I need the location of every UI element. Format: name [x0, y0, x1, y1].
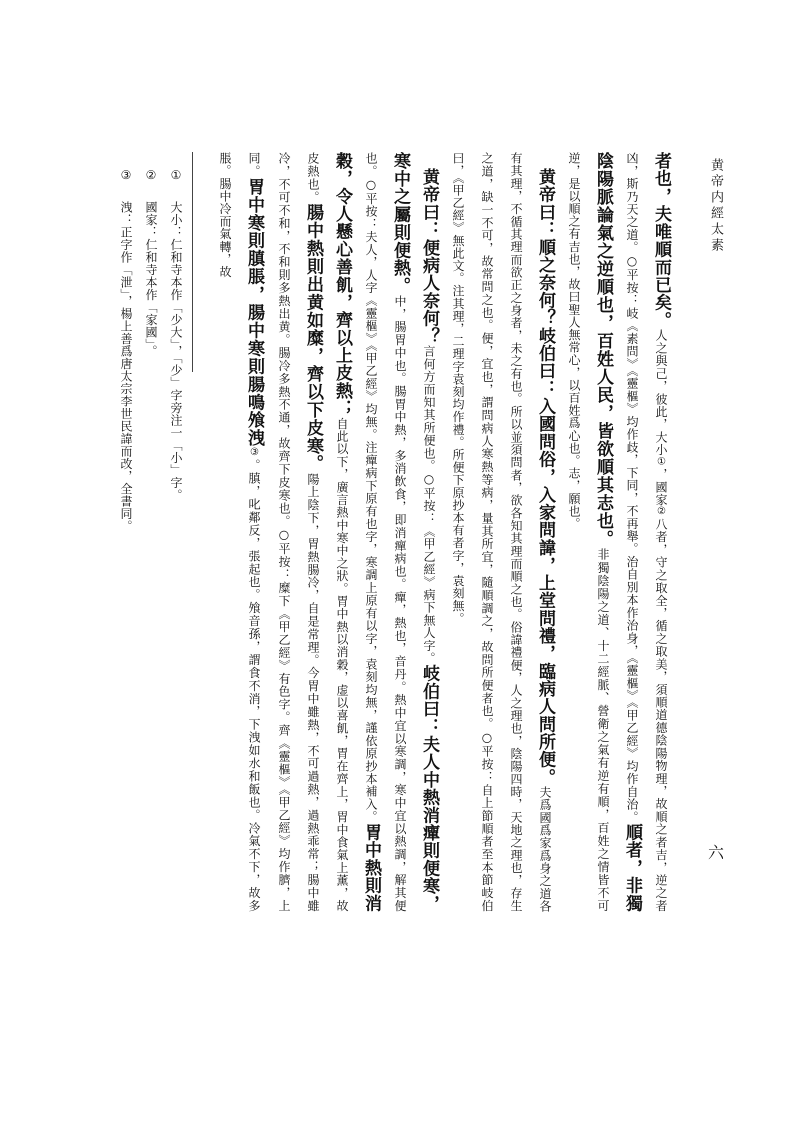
commentary-segment: 非獨陰陽之道、十二經脈、營衛之氣有逆有順，百姓之情皆不可逆，是以順之有吉也，故曰聖人無常心，以百姓爲心也。志，願也。	[567, 152, 610, 912]
commentary-segment: 。䐜，叱鄰反，張起也。飧音孫，謂食不消，下洩如水和飯也。冷氣不下，故多脹。腸中冷而氣轉，故	[218, 152, 261, 912]
main-text-segment: 岐伯曰：夫人中熱消癉則便寒，寒中之屬則便熱。	[390, 152, 439, 912]
footnote-reference: ②	[656, 506, 667, 518]
commentary-segment: 言何方而知其所便也。○平按：《甲乙經》病下無人字。	[422, 344, 436, 665]
footnote-reference: ①	[656, 456, 667, 469]
footnote-reference: ③	[249, 447, 260, 460]
footnote	[163, 168, 188, 908]
footnote	[138, 168, 163, 908]
commentary-segment: 中，腸胃中也。腸胃中熱，多消飲食，即消癉病也。癉，熱也，音丹。熱中宜以寒調，寒中宜以熱調，解其便也。○平按：夫人，人字《靈樞》《甲乙經》均無。注癉病下原有也字，寒調上原有以字，袁刻均無，謹依原抄本補入。	[364, 152, 407, 912]
main-text-segment: 黄帝曰：便病人奈何？	[419, 167, 439, 345]
paragraph	[443, 152, 559, 912]
main-text-segment: 順者，非獨陰陽脈論氣之逆順也，百姓人民，皆欲順其志也。	[593, 152, 642, 912]
footnote-number: ①	[169, 168, 183, 183]
commentary-segment: 陽上陰下，胃熱腸冷，自是常理。今胃中雖熱，不可過熱，過熱乖常；腸中雖冷，不可不和，不和則多熱出黄。腸冷多熱不通，故齊下皮寒也。○平按：糜下《甲乙經》有色字。齊《靈樞》《甲乙經》均作臍，上同。	[247, 152, 320, 912]
footnotes	[112, 168, 188, 908]
main-text-segment: 胃中寒則䐜脹，腸中寒則腸鳴飧洩	[244, 177, 264, 448]
footnote-number: ③	[119, 168, 133, 183]
footnote-text: 大小：仁和寺本作「少大」，「少」字旁注一「小」字。	[169, 201, 183, 502]
main-text	[206, 152, 676, 912]
main-text-segment: 者也，夫唯順而已矣。	[651, 152, 671, 330]
paragraph	[559, 152, 676, 912]
main-text-segment: 黄帝曰：順之奈何？岐伯曰：入國問俗，入家問諱，上堂問禮，臨病人問所便。	[535, 167, 555, 786]
commentary-segment: ，國家	[654, 468, 668, 507]
commentary-segment: 自此以下，廣言熱中寒中之狀。胃中熱以消穀，虚以喜飢，胃在齊上，胃中食氣上薰，故皮熱也。	[306, 152, 349, 912]
commentary-segment: 人之與己，彼此，大小	[654, 329, 668, 457]
paragraph	[210, 152, 443, 912]
footnote-text: 國家：仁和寺本作「家國」。	[144, 201, 158, 358]
main-text-segment: 腸中熱則出黄如糜，齊以下皮寒。	[303, 203, 323, 473]
footnote-number: ②	[144, 168, 158, 183]
footnote	[113, 168, 138, 908]
commentary-segment: 夫爲國爲家爲身之道各有其理，不循其理而欲正之身者，未之有也。所以並須問者，欲各知其理而順之也。俗諱禮便，人之理也，陰陽四時，天地之理也，存生之道，缺一不可，故常問之也。便，宜也，謂問病人寒熱等病，量其所宜，隨順調之，故問所便者也。○平按：自上節順者至本節岐伯曰，《甲乙經》無此文。注其理，二理字袁刻均作禮。所便下原抄本有者字，袁刻無。	[451, 152, 552, 912]
commentary-segment: 八者，守之取全，循之取美，須順道德陰陽物理，故順之者吉，逆之者凶，斯乃天之道。○平按：岐《素問》《靈樞》均作歧，下同，不再舉。治自別本作治身，《靈樞》《甲乙經》均作自治。	[625, 152, 668, 912]
footnote-separator	[192, 152, 193, 372]
running-title: 黄帝内經太素	[708, 158, 723, 254]
main-text-segment: 胃中熱則消穀，令人懸心善飢，齊以上皮熱；	[332, 152, 381, 912]
page-number: 六	[708, 843, 725, 862]
footnote-text: 洩：正字作「泄」，楊上善爲唐太宗李世民諱而改，全書同。	[119, 201, 133, 533]
